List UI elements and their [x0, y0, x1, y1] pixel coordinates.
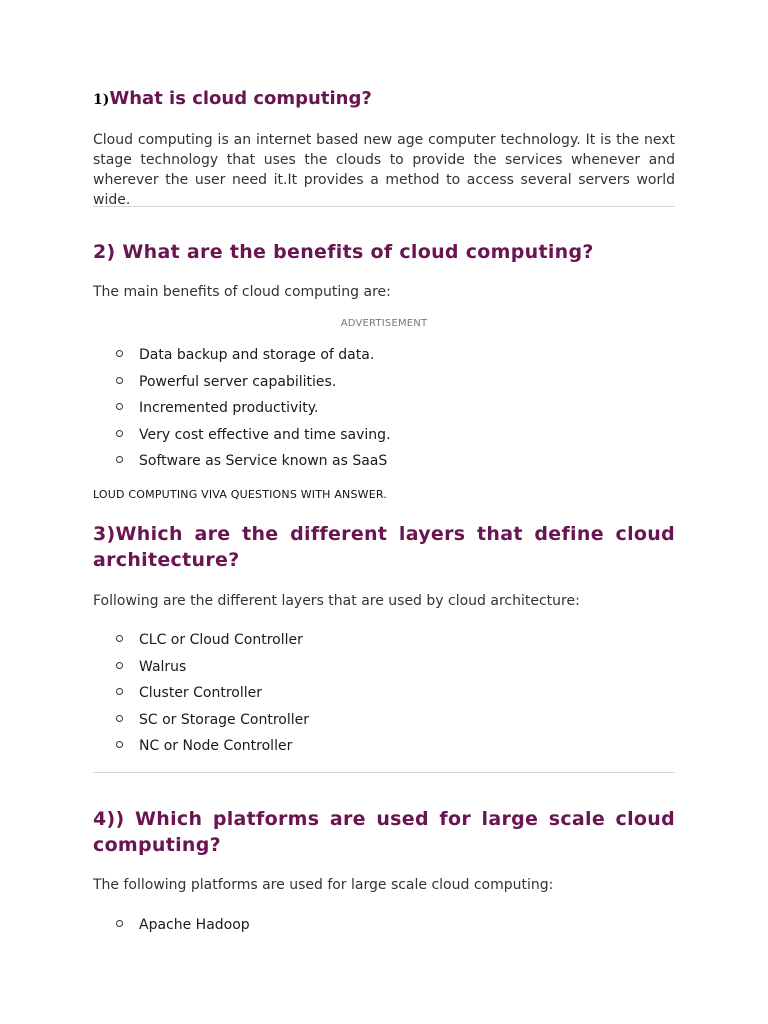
circle-bullet-icon	[116, 635, 123, 642]
circle-bullet-icon	[116, 403, 123, 410]
question-3-heading: 3)Which are the different layers that define cloud architecture?	[93, 523, 675, 571]
circle-bullet-icon	[116, 662, 123, 669]
question-2-heading: 2) What are the benefits of cloud computing?	[93, 241, 594, 263]
question-4-intro: The following platforms are used for large scale cloud computing:	[93, 877, 554, 893]
benefits-list	[93, 345, 675, 478]
circle-bullet-icon	[116, 456, 123, 463]
list-item: CLC or Cloud Controller	[93, 630, 675, 657]
list-item: Very cost effective and time saving.	[93, 425, 675, 452]
list-item: Apache Hadoop	[93, 915, 675, 942]
circle-bullet-icon	[116, 715, 123, 722]
list-item: Walrus	[93, 657, 675, 684]
advertisement-label: ADVERTISEMENT	[340, 318, 428, 329]
circle-bullet-icon	[116, 350, 123, 357]
question-1-number: 1)	[93, 92, 110, 108]
circle-bullet-icon	[116, 920, 123, 927]
circle-bullet-icon	[116, 377, 123, 384]
question-2-intro: The main benefits of cloud computing are:	[93, 284, 391, 300]
question-1-title: What is cloud computing?	[109, 88, 372, 109]
question-1-heading	[93, 88, 372, 109]
list-item: NC or Node Controller	[93, 736, 675, 763]
list-item: Powerful server capabilities.	[93, 372, 675, 399]
list-item: SC or Storage Controller	[93, 710, 675, 737]
circle-bullet-icon	[116, 430, 123, 437]
question-3-intro: Following are the different layers that are used by cloud architecture:	[93, 593, 580, 609]
list-item: Cluster Controller	[93, 683, 675, 710]
document-caption: LOUD COMPUTING VIVA QUESTIONS WITH ANSWER.	[93, 488, 388, 501]
question-1-answer: Cloud computing is an internet based new age computer technology. It is the next stage technology that uses the clouds to provide the services whenever and wherever the user need it.It provides a method to access several servers world wide.	[93, 132, 675, 208]
section-divider	[93, 206, 675, 207]
list-item: Software as Service known as SaaS	[93, 451, 675, 478]
circle-bullet-icon	[116, 741, 123, 748]
layers-list	[93, 630, 675, 763]
question-4-heading: 4)) Which platforms are used for large scale cloud computing?	[93, 808, 675, 856]
list-item: Incremented productivity.	[93, 398, 675, 425]
section-divider	[93, 772, 675, 773]
platforms-list	[93, 915, 675, 942]
circle-bullet-icon	[116, 688, 123, 695]
list-item: Data backup and storage of data.	[93, 345, 675, 372]
